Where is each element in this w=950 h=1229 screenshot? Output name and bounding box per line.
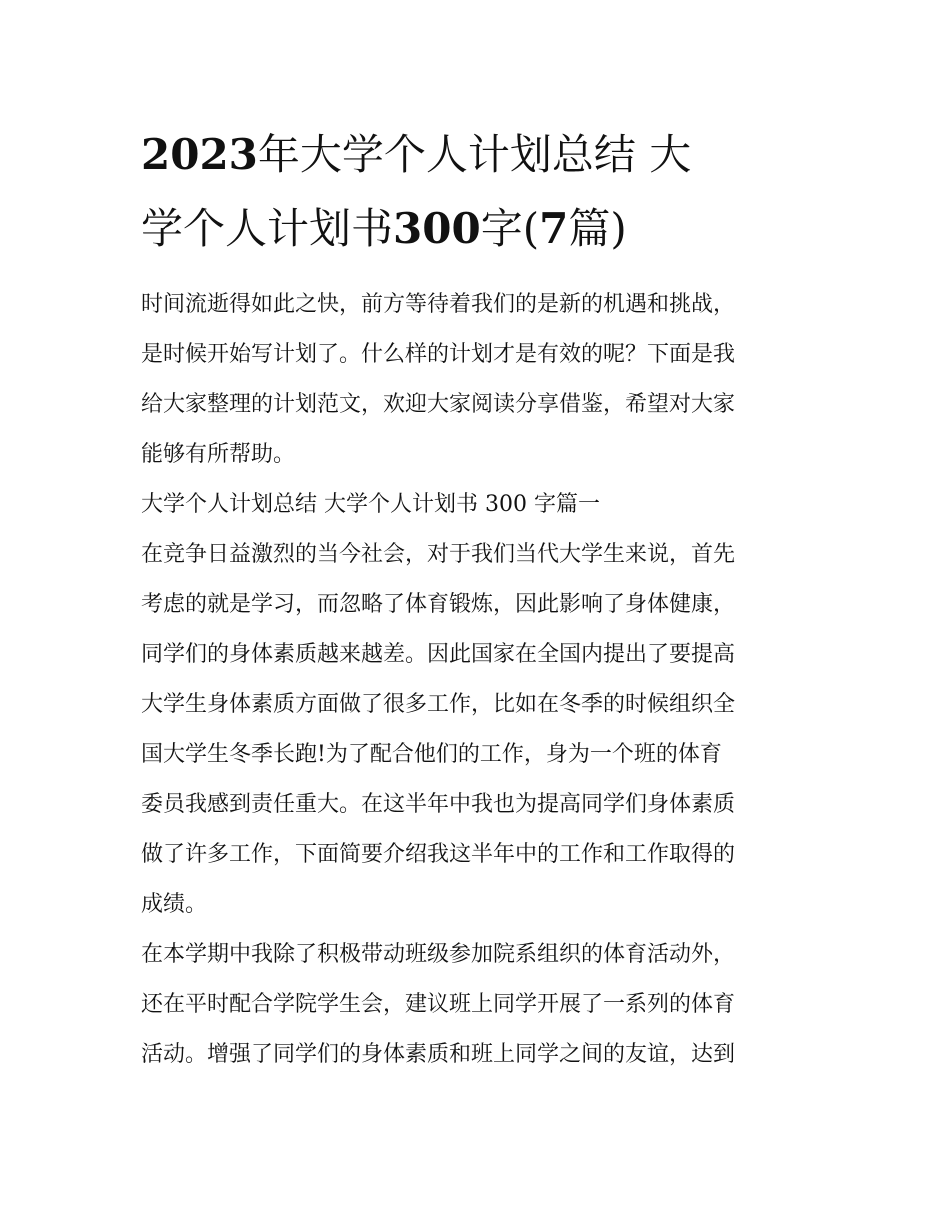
body-line: 同学们的身体素质越来越差。因此国家在全国内提出了要提高 [141, 642, 736, 667]
title-year: 2023 [141, 130, 258, 179]
document-body [141, 280, 811, 1080]
body-line: 在本学期中我除了积极带动班级参加院系组织的体育活动外， [141, 942, 736, 967]
body-line: 能够有所帮助。 [141, 442, 296, 467]
title-text-1: 年大学个人计划总结 大 [257, 130, 692, 179]
title-text-3: 字( [480, 204, 540, 253]
body-line: 时间流逝得如此之快，前方等待着我们的是新的机遇和挑战， [141, 292, 736, 317]
title-text-2: 学个人计划书 [141, 204, 394, 253]
title-number-300: 300 [393, 204, 481, 253]
body-line: 是时候开始写计划了。什么样的计划才是有效的呢？下面是我 [141, 342, 736, 367]
body-line: 做了许多工作，下面简要介绍我这半年中的工作和工作取得的 [141, 842, 736, 867]
body-line: 委员我感到责任重大。在这半年中我也为提高同学们身体素质 [141, 792, 736, 817]
body-line: 成绩。 [141, 892, 208, 917]
body-line: 国大学生冬季长跑!为了配合他们的工作，身为一个班的体育 [141, 742, 722, 767]
section-heading: 大学个人计划总结 大学个人计划书 300 字篇一 [141, 492, 600, 517]
body-line: 考虑的就是学习，而忽略了体育锻炼，因此影响了身体健康， [141, 592, 736, 617]
body-line: 在竞争日益激烈的当今社会，对于我们当代大学生来说，首先 [141, 542, 736, 567]
body-line: 还在平时配合学院学生会，建议班上同学开展了一系列的体育 [141, 992, 736, 1017]
body-line: 活动。增强了同学们的身体素质和班上同学之间的友谊，达到 [141, 1042, 736, 1067]
body-line: 给大家整理的计划范文，欢迎大家阅读分享借鉴，希望对大家 [141, 392, 736, 417]
title-text-4: 篇) [568, 204, 627, 253]
body-line: 大学生身体素质方面做了很多工作，比如在冬季的时候组织全 [141, 692, 736, 717]
document-content [141, 118, 811, 1080]
document-title [141, 118, 811, 266]
title-number-7: 7 [539, 204, 569, 253]
